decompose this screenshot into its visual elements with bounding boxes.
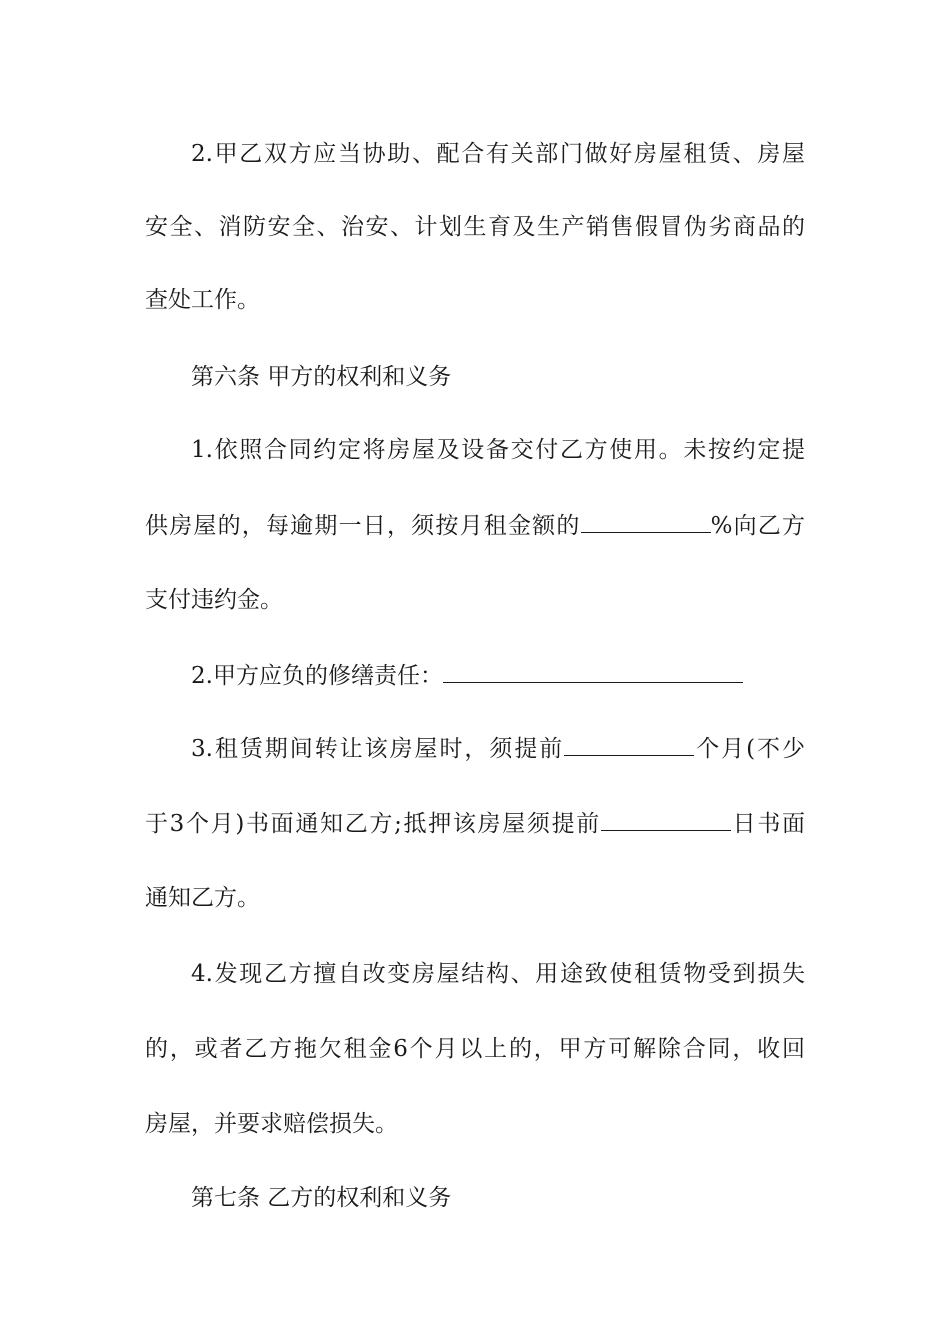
repair-responsibility-blank bbox=[443, 662, 743, 683]
para1-line3: 查处工作。 bbox=[145, 287, 260, 313]
para6-1-line2-text: 供房屋的，每逾期一日，须按月租金额的 bbox=[145, 513, 581, 539]
para6-3-line2-suffix: 日书面 bbox=[730, 811, 806, 837]
para6-1-line1: 1.依照合同约定将房屋及设备交付乙方使用。未按约定提 bbox=[191, 437, 805, 463]
transfer-notice-months-blank bbox=[564, 735, 694, 756]
section6-heading: 第六条 甲方的权利和义务 bbox=[191, 364, 452, 390]
penalty-percent-blank bbox=[581, 512, 711, 533]
para6-1-line2-suffix: %向乙方 bbox=[710, 513, 806, 539]
section7-heading: 第七条 乙方的权利和义务 bbox=[191, 1185, 452, 1211]
para6-3-line3: 通知乙方。 bbox=[145, 885, 260, 911]
para6-3-line2 bbox=[145, 806, 805, 842]
para6-3-line1 bbox=[191, 731, 805, 767]
para6-3-line1-text: 3.租赁期间转让该房屋时，须提前 bbox=[191, 736, 565, 762]
para6-4-line1: 4.发现乙方擅自改变房屋结构、用途致使租赁物受到损失 bbox=[191, 961, 805, 987]
para1-line2: 安全、消防安全、治安、计划生育及生产销售假冒伪劣商品的 bbox=[145, 214, 805, 240]
para6-2-text: 2.甲方应负的修缮责任： bbox=[191, 663, 443, 689]
para6-4-line3: 房屋，并要求赔偿损失。 bbox=[145, 1111, 398, 1137]
para6-3-line2-text: 于3个月)书面通知乙方;抵押该房屋须提前 bbox=[145, 811, 601, 837]
para6-4-line2: 的，或者乙方拖欠租金6个月以上的，甲方可解除合同，收回 bbox=[145, 1036, 805, 1062]
para6-2-line1 bbox=[191, 658, 805, 694]
para6-3-line1-suffix: 个月(不少 bbox=[694, 736, 805, 762]
para6-1-line2 bbox=[145, 508, 805, 544]
mortgage-notice-days-blank bbox=[601, 810, 731, 831]
para1-line1: 2.甲乙双方应当协助、配合有关部门做好房屋租赁、房屋 bbox=[191, 141, 805, 167]
para6-1-line3: 支付违约金。 bbox=[145, 587, 283, 613]
